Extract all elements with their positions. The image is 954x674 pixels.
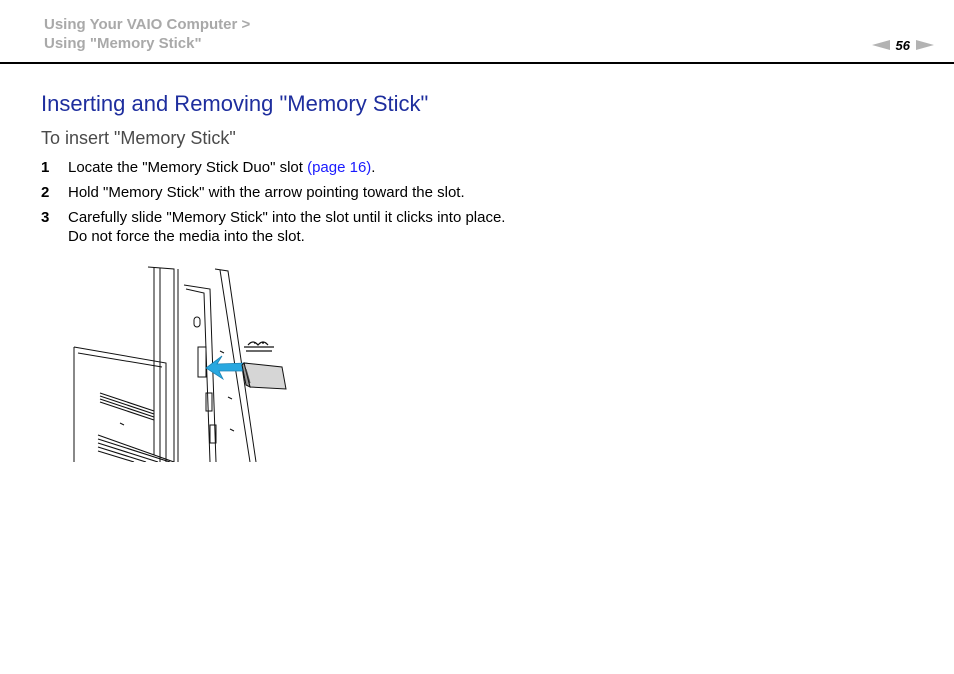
step-item: [41, 158, 505, 177]
next-page-icon[interactable]: [916, 40, 934, 50]
breadcrumb-line-2[interactable]: Using "Memory Stick": [44, 35, 202, 52]
page-navigation: [872, 36, 934, 54]
step-text: Locate the "Memory Stick Duo" slot (page 16).: [68, 159, 376, 176]
step-text: Carefully slide "Memory Stick" into the slot until it clicks into place. Do not force the media into the slot.: [68, 209, 506, 245]
page-number: 56: [895, 37, 910, 53]
step-item: [41, 183, 505, 202]
previous-page-icon[interactable]: [872, 40, 890, 50]
step-number: 3: [41, 209, 50, 226]
page-link[interactable]: (page 16): [307, 159, 372, 176]
header-divider: [0, 62, 954, 64]
section-subtitle: To insert "Memory Stick": [41, 128, 236, 148]
step-item: [41, 208, 505, 246]
breadcrumb: [44, 15, 250, 53]
memory-stick-insertion-illustration: [70, 265, 302, 462]
section-title: Inserting and Removing "Memory Stick": [41, 91, 429, 116]
step-number: 1: [41, 159, 50, 176]
memory-stick-logo-icon: [244, 342, 274, 351]
step-text: Hold "Memory Stick" with the arrow pointing toward the slot.: [68, 184, 465, 201]
breadcrumb-line-1[interactable]: Using Your VAIO Computer >: [44, 16, 251, 33]
step-number: 2: [41, 184, 50, 201]
memory-stick-icon: [242, 363, 286, 389]
steps-list: [41, 158, 505, 252]
